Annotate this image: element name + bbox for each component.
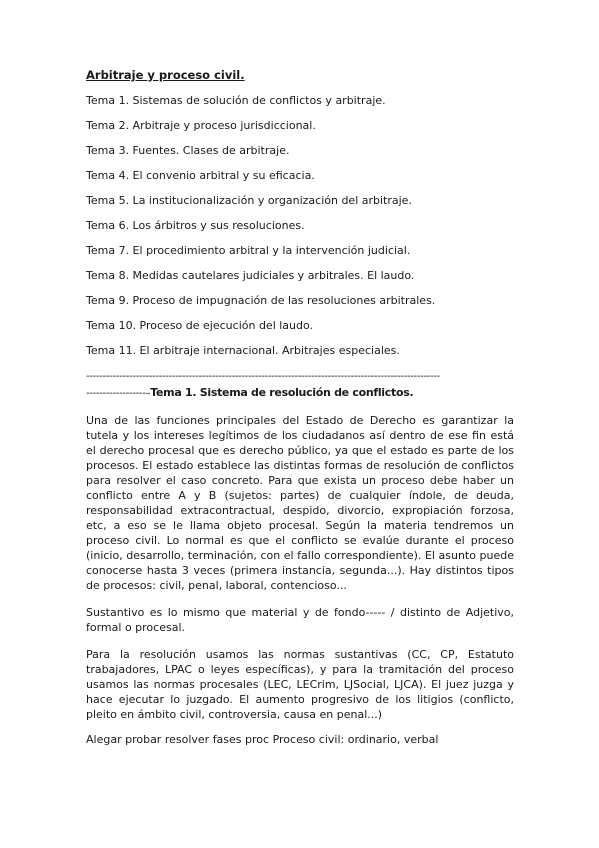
toc-item: Tema 7. El procedimiento arbitral y la intervención judicial. [86,244,411,257]
body-paragraph: Para la resolución usamos las normas sustantivas (CC, CP, Estatuto trabajadores, LPAC o leyes específicas), y para la tramitación del proceso usamos las normas procesales (LEC, LECrim, LJSocial, LJCA). El juez juzga y hace ejecutar lo juzgado. El aumento progresivo de los litigios (conflicto, pleito en ámbito civil, controversia, causa en penal...) [86,648,514,721]
body-paragraph: Una de las funciones principales del Estado de Derecho es garantizar la tutela y los intereses legítimos de los ciudadanos así dentro de ese fin está el derecho procesal que es derecho público, ya que el estado es parte de los procesos. El estado establece las distintas formas de resolución de conflictos para resolver el caso concreto. Para que exista un proceso debe haber un conflicto entre A y B (sujetos: partes) de cualquier índole, de deuda, responsabilidad extracontractual, despido, divorcio, expropiación forzosa, etc, a eso se le llama objeto procesal. Según la materia tendremos un proceso civil. Lo normal es que el conflicto se evalúe durante el proceso (inicio, desarrollo, terminación, con el fallo correspondiente). El asunto puede conocerse hasta 3 veces (primera instancia, segunda...). Hay distintos tipos de procesos: civil, penal, laboral, contencioso... [86,414,514,592]
toc-item: Tema 11. El arbitraje internacional. Arbitrajes especiales. [86,344,400,357]
toc-item: Tema 4. El convenio arbitral y su eficacia. [86,169,315,182]
document-page [86,68,514,747]
toc-item: Tema 8. Medidas cautelares judiciales y arbitrales. El laudo. [86,269,415,282]
separator-line [86,369,514,384]
body-paragraph: Sustantivo es lo mismo que material y de fondo----- / distinto de Adjetivo, formal o procesal. [86,606,514,634]
toc-item: Tema 3. Fuentes. Clases de arbitraje. [86,144,290,157]
separator-dashes: ----------------------------------------------------------------------------------------------------------- [86,371,440,382]
section-heading-line [86,386,514,401]
table-of-contents [86,94,514,358]
toc-item: Tema 1. Sistemas de solución de conflictos y arbitraje. [86,94,386,107]
toc-item: Tema 2. Arbitraje y proceso jurisdiccional. [86,119,316,132]
document-title: Arbitraje y proceso civil. [86,68,245,82]
toc-item: Tema 9. Proceso de impugnación de las resoluciones arbitrales. [86,294,436,307]
toc-item: Tema 10. Proceso de ejecución del laudo. [86,319,314,332]
toc-item: Tema 5. La institucionalización y organización del arbitraje. [86,194,412,207]
separator-dashes: ------------------– [86,388,151,399]
section-title: Tema 1. Sistema de resolución de conflictos. [150,386,414,399]
toc-item: Tema 6. Los árbitros y sus resoluciones. [86,219,305,232]
body-paragraph: Alegar probar resolver fases proc Proceso civil: ordinario, verbal [86,733,439,746]
